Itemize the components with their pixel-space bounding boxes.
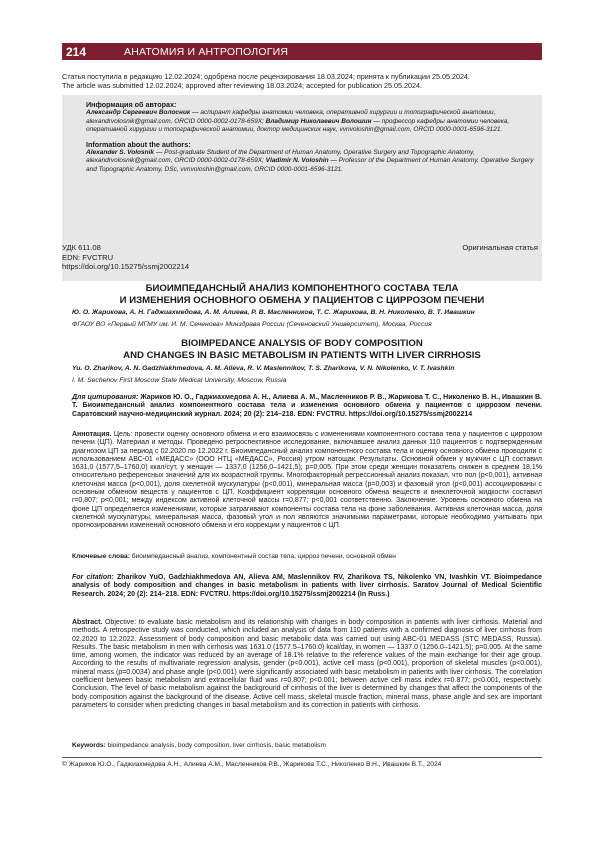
- dates-ru: Статья поступила в редакцию 12.02.2024; одобрена после рецензирования 18.03.2024; принята к публикации 25.05.2024.: [62, 72, 470, 81]
- affiliation-en: I. M. Sechenov First Moscow State Medical University, Moscow, Russia: [72, 377, 287, 384]
- author-info-en: [86, 149, 534, 174]
- author-name: Александр Сергеевич Волосник: [86, 109, 191, 117]
- title-line: БИОИМПЕДАНСНЫЙ АНАЛИЗ КОМПОНЕНТНОГО СОСТАВА ТЕЛА: [145, 283, 459, 294]
- author-details: — Professor of the Department of Human Anatomy, Operative Surgery and Topographic Anatomy, DSc, vvnvoloshin@gmail.com, ORCID 0000-0001-6596-3121.: [86, 157, 534, 173]
- keywords-ru: [72, 553, 542, 561]
- article-type: Оригинальная статья: [462, 243, 538, 252]
- abstract-ru: [72, 431, 542, 531]
- page-number: 214: [66, 44, 87, 59]
- author-info-ru: [86, 109, 534, 134]
- footer-divider: [62, 757, 542, 758]
- submission-dates: [62, 72, 542, 90]
- article-identifiers: [62, 243, 189, 272]
- abstract-label: Аннотация.: [72, 431, 112, 438]
- abstract-text: Цель: провести оценку основного обмена и его взаимосвязь с изменениями компонентного состава тела у пациентов с циррозом печени (ЦП). Материал и методы. Проведено ретроспективное исследование, включавшее анализ данных 110 пациентов с подтвержденным диагнозом ЦП за период с 02.2020 по 12.2022 г. Биоимпедансный анализ компонентного состава тела и оценку основного обмена проводили с использованием АВС-01 «МЕДАСС» (ООО НТЦ «МЕДАСС», Россия) утром натощак. Результаты. Основной обмен у мужчин с ЦП составил 1631,0 (1577,5–1760,0) ккал/сут, у женщин — 1337,0 (1256,0–1421,5); p=0,005. При этом среди женщин показатель снижен в среднем 18,1% относительно референсных значений для их возрастной группы. Многофакторный регрессионный анализ показал, что пол (p<0,001), активная клеточная масса (p<0,001), доля скелетной мускулатуры (p<0,001), минеральная масса (p=0,003) и фазовый угол (p<0,001) ассоциированы с основным обменом веществ у пациентов с ЦП. Коэффициент корреляции основного обмена веществ и внеклеточной жидкости составил r=0,807; p<0,001; между индексом активной клеточной массы r=0,877; p<0,001 соответственно. Заключение. Уровень основного обмена на фоне ЦП определяется изменениями, которые затрагивают компоненты состава тела на фоне заболевания. Активная клеточная масса, доля скелетной мускулатуры, минеральная масса, фазовый угол и пол являются значимыми параметрами, которые необходимо учитывать при прогнозировании изменений основного обмена и его коррекции у пациентов с ЦП.: [72, 431, 542, 530]
- author-details: — профессор кафедры анатомии человека, оперативной хирургии и топографической анатомии, доктор медицинских наук, vvnvoloshin@gmail.com, ORCID 0000-0001-6596-3121.: [86, 117, 510, 134]
- udc-code: УДК 611.08: [62, 243, 101, 252]
- keywords-label: Ключевые слова:: [72, 553, 130, 560]
- title-line: BIOIMPEDANCE ANALYSIS OF BODY COMPOSITION: [181, 338, 423, 349]
- dates-en: The article was submitted 12.02.2024; approved after reviewing 18.03.2024; accepted for publication 25.05.2024.: [62, 81, 423, 90]
- author-name: Владимир Николаевич Волошин: [265, 117, 372, 125]
- abstract-en: [72, 619, 542, 710]
- keywords-en: [72, 742, 542, 750]
- citation-ru: [72, 394, 542, 419]
- author-info-heading-en: Information about the authors:: [86, 139, 191, 149]
- keywords-text: биоимпедансный анализ, компонентный состав тела, цирроз печени, основной обмен: [129, 553, 396, 560]
- edn-code: EDN: FVCTRU: [62, 252, 114, 262]
- title-line: AND CHANGES IN BASIC METABOLISM IN PATIENTS WITH LIVER CIRRHOSIS: [123, 349, 481, 361]
- author-details: — аспирант кафедры анатомии человека, оперативной хирургии и топографической анатомии, alexandrvolosnik@gmail.com, ORCID 0000-0002-0178-659X;: [86, 109, 496, 125]
- keywords-label: Keywords:: [72, 742, 106, 749]
- author-details: — Post-graduate Student of the Department of Human Anatomy, Operative Surgery and Topographic Anatomy, alexandrvolosnik@gmail.com, ORCID 0000-0002-0178-659X;: [86, 149, 475, 165]
- copyright-notice: © Жариков Ю.О., Гаджиахмедова А.Н., Алиева А.М., Масленников Р.В., Жарикова Т.С., Николенко В.Н., Ивашкин В.Т., 2024: [62, 761, 442, 768]
- authors-en: Yu. O. Zharikov, A. N. Gadzhiakhmedova, A. M. Alieva, R. V. Maslennikov, T. S. Zharikova, V. N. Nikolenko, V. T. Ivashkin: [72, 365, 455, 372]
- journal-section-title: АНАТОМИЯ И АНТРОПОЛОГИЯ: [124, 45, 289, 58]
- author-name: Vladimir N. Voloshin: [265, 157, 329, 165]
- author-name: Alexander S. Volosnik: [86, 149, 155, 157]
- doi-link[interactable]: https://doi.org/10.15275/ssmj2002214: [62, 262, 190, 272]
- authors-ru: Ю. О. Жарикова, А. Н. Гаджиахмедова, А. М. Алиева, Р. В. Масленников, Т. С. Жарикова, В. Н. Николенко, В. Т. Ивашкин: [72, 309, 475, 316]
- author-info-heading-ru: Информация об авторах:: [86, 100, 177, 109]
- title-line: И ИЗМЕНЕНИЯ ОСНОВНОГО ОБМЕНА У ПАЦИЕНТОВ С ЦИРРОЗОМ ПЕЧЕНИ: [119, 294, 485, 306]
- keywords-text: bioimpedance analysis, body composition, liver cirrhosis, basic metabolism: [105, 742, 326, 749]
- citation-label: For citation:: [72, 574, 114, 581]
- abstract-label: Abstract.: [72, 619, 103, 626]
- citation-label: Для цитирования:: [72, 394, 139, 401]
- citation-en: [72, 574, 542, 599]
- abstract-text: Objective: to evaluate basic metabolism and its relationship with changes in body composition in patients with liver cirrhosis. Material and methods. A retrospective study was conducted, which included an analysis of data from 110 patients with a confirmed diagnosis of liver cirrhosis from 02.2020 to 12.2022. Assessment of body composition and basic metabolic data was carried out using ABC-01 MEDASS (STC MEDASS, Russia). Results. The basic metabolism in men with cirrhosis was 1631.0 (1577.5–1760.0) kcal/day, in women — 1337.0 (1256.0–1421.5); p=0.005. At the same time, among women, the indicator was reduced by an average of 18.1% relative to the reference values of the main exchange for their age group. According to the results of multivariate regression analysis, gender (p<0.001), active cell mass (p<0.001), proportion of skeletal muscles (p<0.001), mineral mass (p=0.0034) and phase angle (p<0.001) were significantly associated with basic metabolism in patients with liver cirrhosis. The correlation coefficient between basic metabolism and extracellular fluid was r=0.807; p<0.001; between active cell mass index r=0.877; p<0.001, respectively. Conclusion. The level of basic metabolism against the background of cirrhosis of the liver is determined by changes that affect the components of the body composition against the background of the disease. Active cell mass, skeletal muscle fraction, mineral mass, phase angle and sex are important parameters to consider when predicting changes in basal metabolism and its correction in patients with cirrhosis.: [72, 619, 542, 709]
- article-title-en: [62, 338, 542, 361]
- citation-text: Жариков Ю. О., Гаджиахмедова А. Н., Алиева А. М., Масленников Р. В., Жарикова Т. С., Николенко В. Н., Ивашкин В. Т. Биоимпедансный анализ компонентного состава тела и изменения основного обмена у пациентов с циррозом печени. Саратовский научно-медицинский журнал. 2024; 20 (2): 214–218. EDN: FVCTRU. https://doi.org/10.15275/ssmj2002214: [72, 394, 543, 418]
- journal-header-bar: [62, 43, 542, 60]
- article-title-ru: [62, 283, 542, 306]
- affiliation-ru: ФГАОУ ВО «Первый МГМУ им. И. М. Сеченова» Минздрава России (Сеченовский Университет), Москва, Россия: [72, 321, 432, 328]
- citation-text: Zharikov YuO, Gadzhiakhmedova AN, Alieva AM, Maslennikov RV, Zharikova TS, Nikolenko VN, Ivashkin VT. Bioimpedance analysis of body composition and changes in basic metabolism in patients with liver cirrhosis. Saratov Journal of Medical Scientific Research. 2024; 20 (2): 214–218. EDN: FVCTRU. https://doi.org/10.15275/ssmj2002214 (In Russ.): [72, 574, 542, 598]
